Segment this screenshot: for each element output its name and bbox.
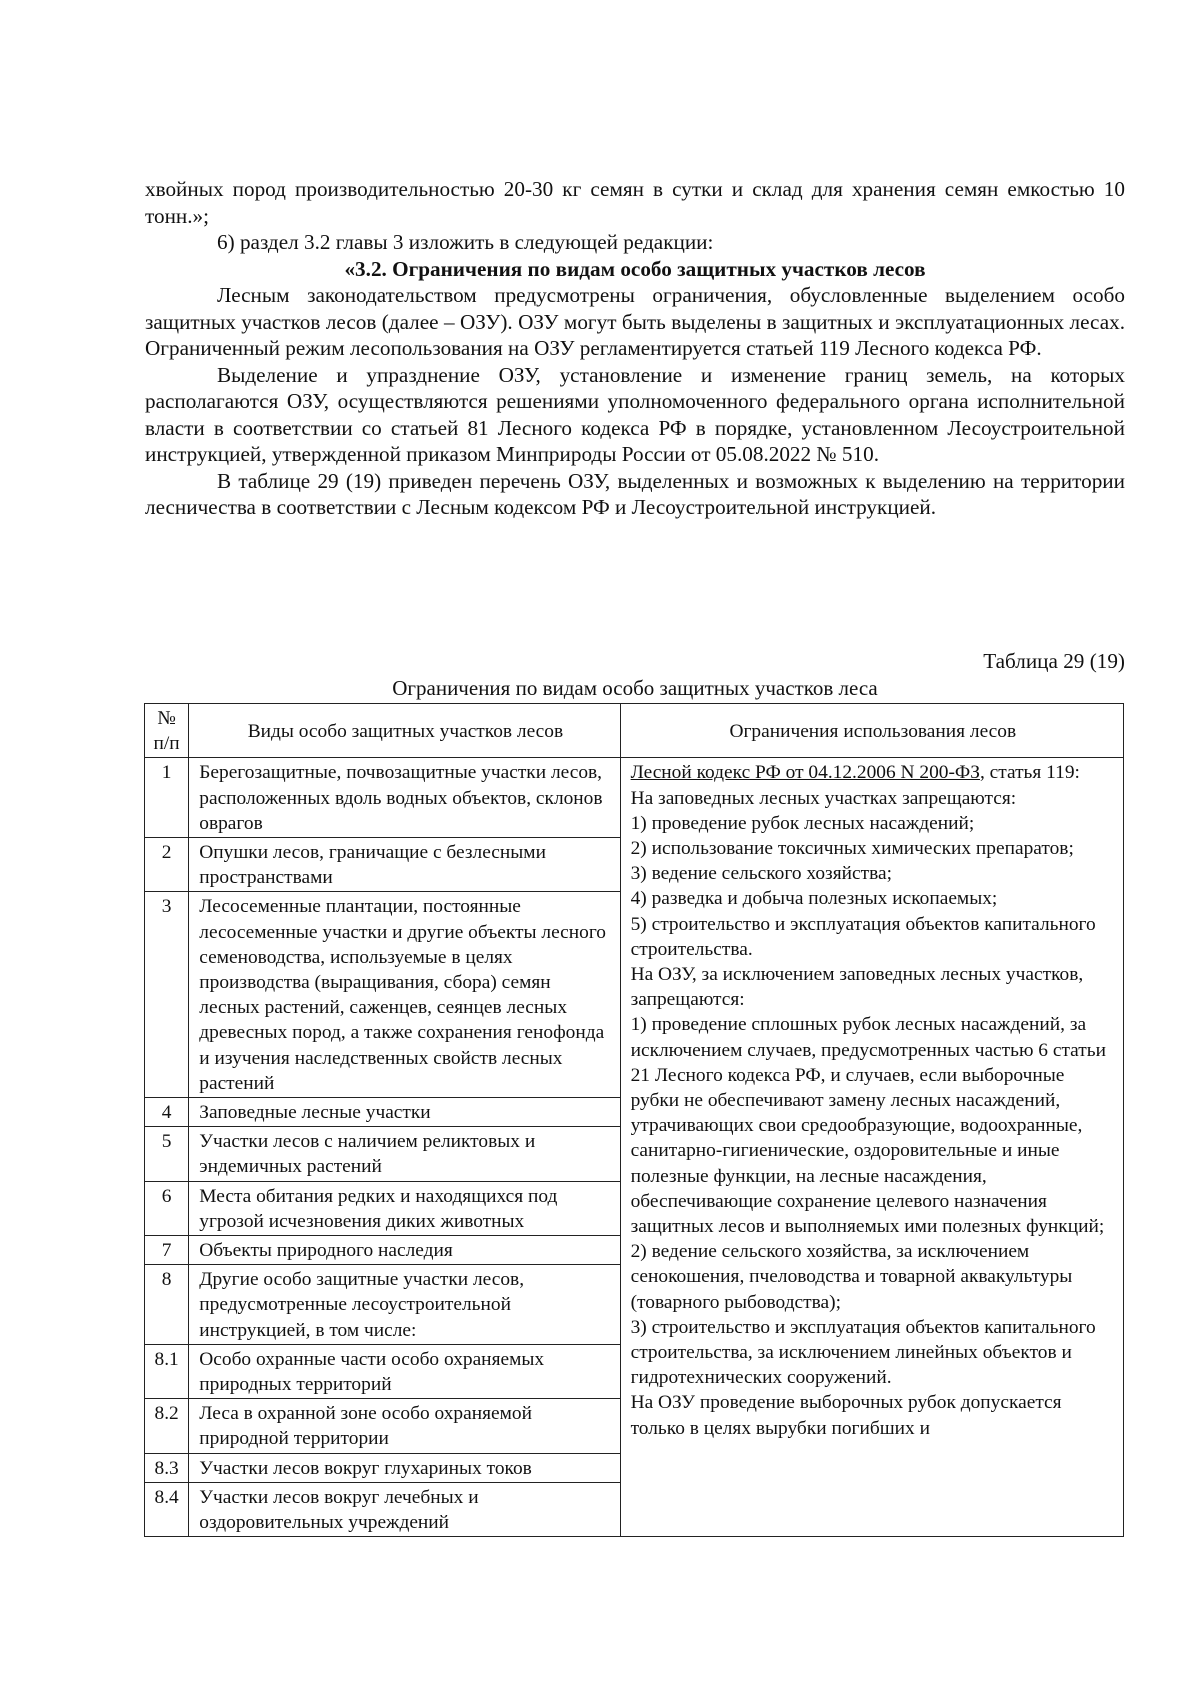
restriction-line: 2) ведение сельского хозяйства, за исключением сенокошения, пчеловодства и товарной аквакультуры (товарного рыбоводства); (630, 1241, 1073, 1313)
row-type: Берегозащитные, почвозащитные участки лесов, расположенных вдоль водных объектов, склонов оврагов (189, 758, 620, 838)
law-link[interactable]: Лесной кодекс РФ от 04.12.2006 N 200-ФЗ (630, 762, 980, 784)
restriction-line: 3) строительство и эксплуатация объектов капитального строительства, за исключением линейных объектов и гидротехнических сооружений. (630, 1316, 1096, 1389)
row-number: 2 (145, 838, 189, 892)
row-type: Лесосеменные плантации, постоянные лесосеменные участки и другие объекты лесного семеноводства, используемые в целях производства (выращивания, сбора) семян лесных растений, саженцев, сеянцев лесных древесных пород, а также сохранения генофонда и изучения наследственных свойств лесных растений (189, 892, 620, 1098)
restriction-line: 1) проведение рубок лесных насаждений; (630, 812, 975, 834)
table-number-label: Таблица 29 (19) (983, 649, 1125, 673)
paragraph-allocation: Выделение и упразднение ОЗУ, установление и изменение границ земель, на которых располагаются ОЗУ, осуществляются решениями уполномоченного федерального органа исполнительной власти в соответствии со статьей 81 Лесного кодекса РФ в порядке, установленном Лесоустроительной инструкцией, утвержденной приказом Минприроды России от 05.08.2022 № 510. (145, 362, 1125, 466)
table-title: Ограничения по видам особо защитных участков леса (392, 676, 878, 700)
section-heading: «3.2. Ограничения по видам особо защитных участков лесов (344, 256, 926, 281)
row-type: Особо охранные части особо охраняемых природных территорий (189, 1344, 620, 1398)
row-number: 5 (145, 1127, 189, 1181)
row-type: Участки лесов с наличием реликтовых и эндемичных растений (189, 1127, 620, 1181)
law-article: , статья 119: (979, 762, 1080, 784)
header-restrictions: Ограничения использования лесов (620, 704, 1123, 758)
row-type: Объекты природного наследия (189, 1236, 620, 1265)
table-header-row (145, 704, 1124, 758)
restriction-line: 3) ведение сельского хозяйства; (630, 863, 892, 885)
restriction-line: 4) разведка и добыча полезных ископаемых; (630, 888, 998, 910)
restriction-line: На ОЗУ, за исключением заповедных лесных участков, запрещаются: (630, 964, 1084, 1011)
paragraph-amendment: 6) раздел 3.2 главы 3 изложить в следующей редакции: (217, 230, 714, 254)
paragraph-continuation: хвойных пород производительностью 20-30 кг семян в сутки и склад для хранения семян емкостью 10 тонн.»; (145, 177, 1125, 228)
row-type: Леса в охранной зоне особо охраняемой природной территории (189, 1399, 620, 1453)
row-number: 4 (145, 1098, 189, 1127)
header-type: Виды особо защитных участков лесов (189, 704, 620, 758)
restrictions-cell (620, 758, 1123, 1537)
row-type: Участки лесов вокруг глухариных токов (189, 1453, 620, 1482)
paragraph-legislation: Лесным законодательством предусмотрены ограничения, обусловленные выделением особо защитных участков лесов (далее – ОЗУ). ОЗУ могут быть выделены в защитных и эксплуатационных лесах. Ограниченный режим лесопользования на ОЗУ регламентируется статьей 119 Лесного кодекса РФ. (145, 283, 1125, 360)
header-number-symbol: № (157, 708, 176, 729)
row-number: 8.4 (145, 1482, 189, 1536)
row-number: 8.1 (145, 1344, 189, 1398)
row-type: Места обитания редких и находящихся под угрозой исчезновения диких животных (189, 1181, 620, 1235)
restriction-line: 1) проведение сплошных рубок лесных насаждений, за исключением случаев, предусмотренных частью 6 статьи 21 Лесного кодекса РФ, и случаев, если выборочные рубки не обеспечивают замену лесных насаждений, утрачивающих свои средообразующие, водоохранные, санитарно-гигиенические, оздоровительные и иные полезные функции, на лесные насаждения, обеспечивающие сохранение целевого назначения защитных лесов и выполняемых ими полезных функций; (630, 1014, 1106, 1238)
row-type: Участки лесов вокруг лечебных и оздоровительных учреждений (189, 1482, 620, 1536)
table-row (145, 758, 1124, 838)
intro-text (145, 176, 1125, 521)
row-number: 7 (145, 1236, 189, 1265)
row-type: Заповедные лесные участки (189, 1098, 620, 1127)
row-number: 6 (145, 1181, 189, 1235)
row-number: 8.3 (145, 1453, 189, 1482)
row-number: 8.2 (145, 1399, 189, 1453)
restriction-line: 2) использование токсичных химических препаратов; (630, 838, 1074, 860)
restriction-line: На ОЗУ проведение выборочных рубок допускается только в целях вырубки погибших и (630, 1392, 1062, 1439)
restriction-line: 5) строительство и эксплуатация объектов капитального строительства. (630, 913, 1096, 960)
row-number: 8 (145, 1265, 189, 1345)
paragraph-table-reference: В таблице 29 (19) приведен перечень ОЗУ, выделенных и возможных к выделению на территории лесничества в соответствии с Лесным кодексом РФ и Лесоустроительной инструкцией. (145, 468, 1125, 519)
row-type: Опушки лесов, граничащие с безлесными пространствами (189, 838, 620, 892)
restriction-line: На заповедных лесных участках запрещаются: (630, 787, 1017, 809)
row-number: 1 (145, 758, 189, 838)
header-number-abbrev: п/п (153, 733, 180, 755)
row-number: 3 (145, 892, 189, 1098)
header-number (145, 704, 189, 758)
restrictions-table (144, 703, 1124, 1537)
row-type: Другие особо защитные участки лесов, предусмотренные лесоустроительной инструкцией, в том числе: (189, 1265, 620, 1345)
